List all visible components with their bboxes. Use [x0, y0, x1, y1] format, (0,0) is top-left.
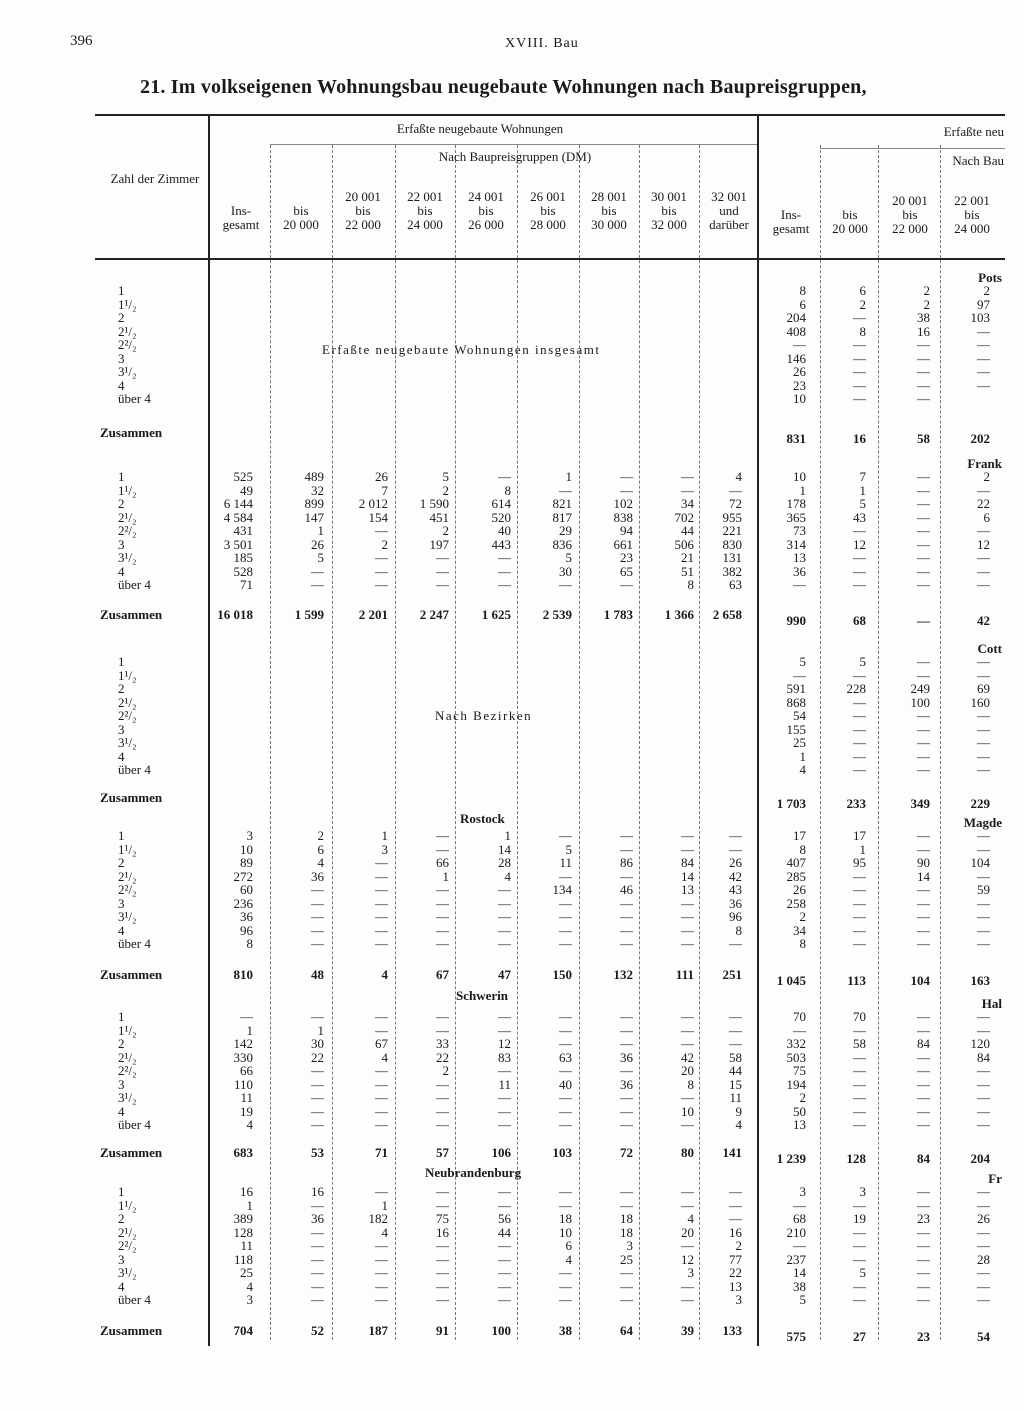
running-header: XVIII. Bau: [505, 36, 579, 51]
sum-value: 84: [917, 1151, 930, 1166]
data-column: 525 49 6 144 4 584 431 3 501 185 528 71: [223, 469, 253, 592]
data-column: 3 10 89 272 60 236 36 96 8: [233, 828, 253, 951]
left-group-header: Erfaßte neugebaute Wohnungen: [396, 121, 564, 136]
data-column: — — 104 — 59 — — — —: [970, 828, 990, 951]
left-subgroup-header: Nach Baupreisgruppen (DM): [438, 149, 592, 164]
right-group-header: Erfaßte neu: [943, 124, 1004, 139]
sum-value: 202: [970, 431, 990, 446]
row-labels: 1 1¹/₂ 2 2¹/₂ 2²/₂ 3 3¹/₂ 4 über 4: [118, 283, 151, 406]
data-column: 6 2 — 8 — — — — —: [853, 283, 866, 406]
sum-value: 54: [977, 1329, 990, 1344]
sum-value: 4: [381, 967, 388, 982]
data-column: — — 18 10 6 4 — — —: [559, 1184, 572, 1307]
sum-value: 67: [436, 967, 449, 982]
sum-value: 52: [311, 1323, 324, 1338]
sum-value: 187: [368, 1323, 388, 1338]
column-header-left-5: 26 001 bis 28 000: [530, 189, 566, 232]
data-column: — 1 142 330 66 110 11 19 4: [233, 1009, 253, 1132]
data-column: 5 — 228 — — — — — —: [846, 654, 866, 777]
region-name: Fr: [988, 1171, 1002, 1186]
region-name: Pots: [978, 270, 1002, 285]
data-column: 1 3 — — — — — — —: [375, 828, 388, 951]
data-column: — — 249 100 — — — — —: [910, 654, 930, 777]
page-number: 396: [70, 33, 93, 49]
district-name: Rostock: [460, 811, 505, 826]
row-labels: 1 1¹/₂ 2 2¹/₂ 2²/₂ 3 3¹/₂ 4 über 4: [118, 1009, 151, 1132]
sum-value: 990: [786, 613, 806, 628]
data-column: — — 90 14 — — — — —: [917, 828, 930, 951]
data-column: — 5 11 — 134 — — — —: [552, 828, 572, 951]
sum-value: 16: [853, 431, 866, 446]
column-header-right-1: bis 20 000: [832, 207, 868, 236]
column-header-left-8: 32 001 und darüber: [709, 189, 749, 232]
sum-value: 1 045: [776, 973, 806, 988]
data-column: — — 26 — — 28 — — —: [977, 1184, 990, 1307]
sum-label: Zusammen: [100, 1323, 163, 1338]
top-rule: [95, 114, 1005, 116]
region-name: Frank: [967, 456, 1002, 471]
column-header-right-0: Ins- gesamt: [772, 207, 810, 236]
sum-value: 1 599: [294, 607, 324, 622]
sum-value: 68: [853, 613, 866, 628]
column-header-left-4: 24 001 bis 26 000: [468, 189, 504, 232]
sum-label: Zusammen: [100, 425, 163, 440]
subgroup-rule-left: [270, 144, 757, 145]
sum-value: 91: [436, 1323, 449, 1338]
data-column: 489 32 899 147 1 26 5 — —: [304, 469, 324, 592]
sum-value: 100: [491, 1323, 511, 1338]
data-column: 17 8 407 285 26 258 2 34 8: [786, 828, 806, 951]
region-name: Cott: [977, 641, 1002, 656]
region-name: Hal: [981, 996, 1002, 1011]
data-column: — — 34 702 44 506 21 51 8: [674, 469, 694, 592]
sum-value: 1 783: [603, 607, 633, 622]
column-header-left-6: 28 001 bis 30 000: [591, 189, 627, 232]
data-column: — — 67 4 — — — — —: [375, 1009, 388, 1132]
sum-label: Zusammen: [100, 967, 163, 982]
data-column: 16 — 36 — — — — — —: [311, 1184, 324, 1307]
sum-value: 53: [311, 1145, 324, 1160]
caption-insgesamt: Erfaßte neugebaute Wohnungen insgesamt: [322, 342, 601, 357]
data-column: — — 120 84 — — — — —: [970, 1009, 990, 1132]
data-column: — — 75 16 — — — — —: [436, 1184, 449, 1307]
data-column: — — — 63 — 40 — — —: [559, 1009, 572, 1132]
row-labels: 1 1¹/₂ 2 2¹/₂ 2²/₂ 3 3¹/₂ 4 über 4: [118, 1184, 151, 1307]
sum-value: 251: [722, 967, 742, 982]
data-column: — — 84 14 13 — — — —: [681, 828, 694, 951]
sum-value: 132: [613, 967, 633, 982]
sum-value: 71: [375, 1145, 388, 1160]
sum-value: 111: [675, 967, 694, 982]
data-column: 1 — 821 817 29 836 5 30 —: [552, 469, 572, 592]
sum-value: —: [917, 613, 930, 628]
sum-value: 103: [552, 1145, 572, 1160]
data-column: — — 56 44 — — — — —: [498, 1184, 511, 1307]
data-column: — 1 182 4 — — — — —: [368, 1184, 388, 1307]
sum-value: 80: [681, 1145, 694, 1160]
data-column: 16 1 389 128 11 118 25 4 3: [233, 1184, 253, 1307]
data-column: — 8 614 520 40 443 — — —: [491, 469, 511, 592]
sum-value: 2 201: [358, 607, 388, 622]
sum-value: 38: [559, 1323, 572, 1338]
caption-bezirke: Nach Bezirken: [435, 708, 533, 723]
sum-value: 48: [311, 967, 324, 982]
data-column: — — — — — — — — —: [917, 469, 930, 592]
region-name: Magde: [963, 815, 1002, 830]
column-header-right-2: 20 001 bis 22 000: [892, 193, 928, 236]
sum-value: 72: [620, 1145, 633, 1160]
data-column: 10 1 178 365 73 314 13 36 —: [786, 469, 806, 592]
data-column: — — — 42 20 8 — 10 —: [681, 1009, 694, 1132]
right-subgroup-header: Nach Bau: [952, 153, 1004, 168]
data-column: 70 — 58 — — — — — —: [853, 1009, 866, 1132]
data-column: 2 97 103 — — — — —: [970, 283, 990, 393]
header-bottom-rule: [95, 258, 1005, 260]
sum-value: 1 366: [664, 607, 694, 622]
sum-value: 39: [681, 1323, 694, 1338]
sum-value: 2 539: [542, 607, 572, 622]
data-column: 2 2 38 16 — — — — —: [917, 283, 930, 406]
data-column: 26 7 2 012 154 — 2 — — —: [358, 469, 388, 592]
sum-value: 42: [977, 613, 990, 628]
sum-value: 1 239: [776, 1151, 806, 1166]
sum-value: 810: [233, 967, 253, 982]
data-column: — — — 16 2 77 22 13 3: [729, 1184, 742, 1307]
data-column: — — 86 — 46 — — — —: [620, 828, 633, 951]
data-column: — — 12 83 — 11 — — —: [498, 1009, 511, 1132]
stub-divider: [208, 116, 210, 1346]
data-column: — 1 30 22 — — — — —: [311, 1009, 324, 1132]
data-column: 3 — 68 210 — 237 14 38 5: [786, 1184, 806, 1307]
column-header-left-0: Ins- gesamt: [222, 203, 260, 232]
sum-value: 704: [233, 1323, 253, 1338]
sum-value: 58: [917, 431, 930, 446]
data-column: — — 66 1 — — — — —: [436, 828, 449, 951]
data-column: 70 — 332 503 75 194 2 50 13: [786, 1009, 806, 1132]
sum-value: 113: [847, 973, 866, 988]
row-labels: 1 1¹/₂ 2 2¹/₂ 2²/₂ 3 3¹/₂ 4 über 4: [118, 469, 151, 592]
sum-value: 141: [722, 1145, 742, 1160]
sum-value: 831: [786, 431, 806, 446]
column-header-left-3: 22 001 bis 24 000: [407, 189, 443, 232]
sum-value: 128: [846, 1151, 866, 1166]
column-header-left-1: bis 20 000: [283, 203, 319, 232]
subgroup-rule-right: [820, 148, 1005, 149]
sum-value: 229: [970, 796, 990, 811]
sum-value: 2 247: [419, 607, 449, 622]
sum-value: 1 625: [481, 607, 511, 622]
data-column: — — 102 838 94 661 23 65 —: [613, 469, 633, 592]
row-labels: 1 1¹/₂ 2 2¹/₂ 2²/₂ 3 3¹/₂ 4 über 4: [118, 654, 151, 777]
sum-value: 150: [552, 967, 572, 982]
data-column: — — 84 — — — — — —: [917, 1009, 930, 1132]
data-column: — — — 58 44 15 11 9 4: [729, 1009, 742, 1132]
sum-value: 163: [970, 973, 990, 988]
data-column: — — 18 18 3 25 — — —: [620, 1184, 633, 1307]
sum-value: 23: [917, 1329, 930, 1344]
sum-value: 575: [786, 1329, 806, 1344]
row-labels: 1 1¹/₂ 2 2¹/₂ 2²/₂ 3 3¹/₂ 4 über 4: [118, 828, 151, 951]
column-header-right-3: 22 001 bis 24 000: [954, 193, 990, 236]
sum-value: 104: [910, 973, 930, 988]
data-column: 1 14 28 4 — — — — —: [498, 828, 511, 951]
sum-value: 133: [722, 1323, 742, 1338]
data-column: — — — 36 — 36 — — —: [620, 1009, 633, 1132]
data-column: 5 — 591 868 54 155 25 1 4: [786, 654, 806, 777]
sum-value: 683: [233, 1145, 253, 1160]
sum-value: 204: [970, 1151, 990, 1166]
data-column: 17 1 95 — — — — — —: [853, 828, 866, 951]
data-column: 5 2 1 590 451 2 197 — — —: [419, 469, 449, 592]
sum-value: 64: [620, 1323, 633, 1338]
data-column: 4 — 72 955 221 830 131 382 63: [722, 469, 742, 592]
sum-value: 106: [491, 1145, 511, 1160]
data-column: — — 33 22 2 — — — —: [436, 1009, 449, 1132]
sum-label: Zusammen: [100, 607, 163, 622]
column-header-left-2: 20 001 bis 22 000: [345, 189, 381, 232]
data-column: 3 — 19 — — — 5 — —: [853, 1184, 866, 1307]
sum-value: 47: [498, 967, 511, 982]
data-column: — — 4 20 — 12 3 — —: [681, 1184, 694, 1307]
district-name: Neubrandenburg: [425, 1165, 522, 1180]
data-column: 2 — 22 6 — 12 — — —: [977, 469, 990, 592]
column-header-left-7: 30 001 bis 32 000: [651, 189, 687, 232]
sum-label: Zusammen: [100, 1145, 163, 1160]
data-column: — — 69 160 — — — — —: [970, 654, 990, 777]
sum-value: 1 703: [776, 796, 806, 811]
sum-value: 57: [436, 1145, 449, 1160]
sum-value: 27: [853, 1329, 866, 1344]
sum-label: Zusammen: [100, 790, 163, 805]
sum-value: 233: [846, 796, 866, 811]
sum-value: 2 658: [712, 607, 742, 622]
sum-value: 16 018: [217, 607, 253, 622]
data-column: — — 23 — — — — — —: [917, 1184, 930, 1307]
data-column: 7 1 5 43 — 12 — — —: [853, 469, 866, 592]
sum-value: 349: [910, 796, 930, 811]
district-name: Schwerin: [456, 988, 508, 1003]
row-label-header: Zahl der Zimmer: [110, 171, 200, 186]
data-column: 2 6 4 36 — — — — —: [311, 828, 324, 951]
table-title: 21. Im volkseigenen Wohnungsbau neugebaute Wohnungen nach Baupreisgruppen,: [140, 76, 867, 98]
data-column: 8 6 204 408 — 146 26 23 10: [786, 283, 806, 406]
data-column: — — 26 42 43 36 96 8 —: [729, 828, 742, 951]
